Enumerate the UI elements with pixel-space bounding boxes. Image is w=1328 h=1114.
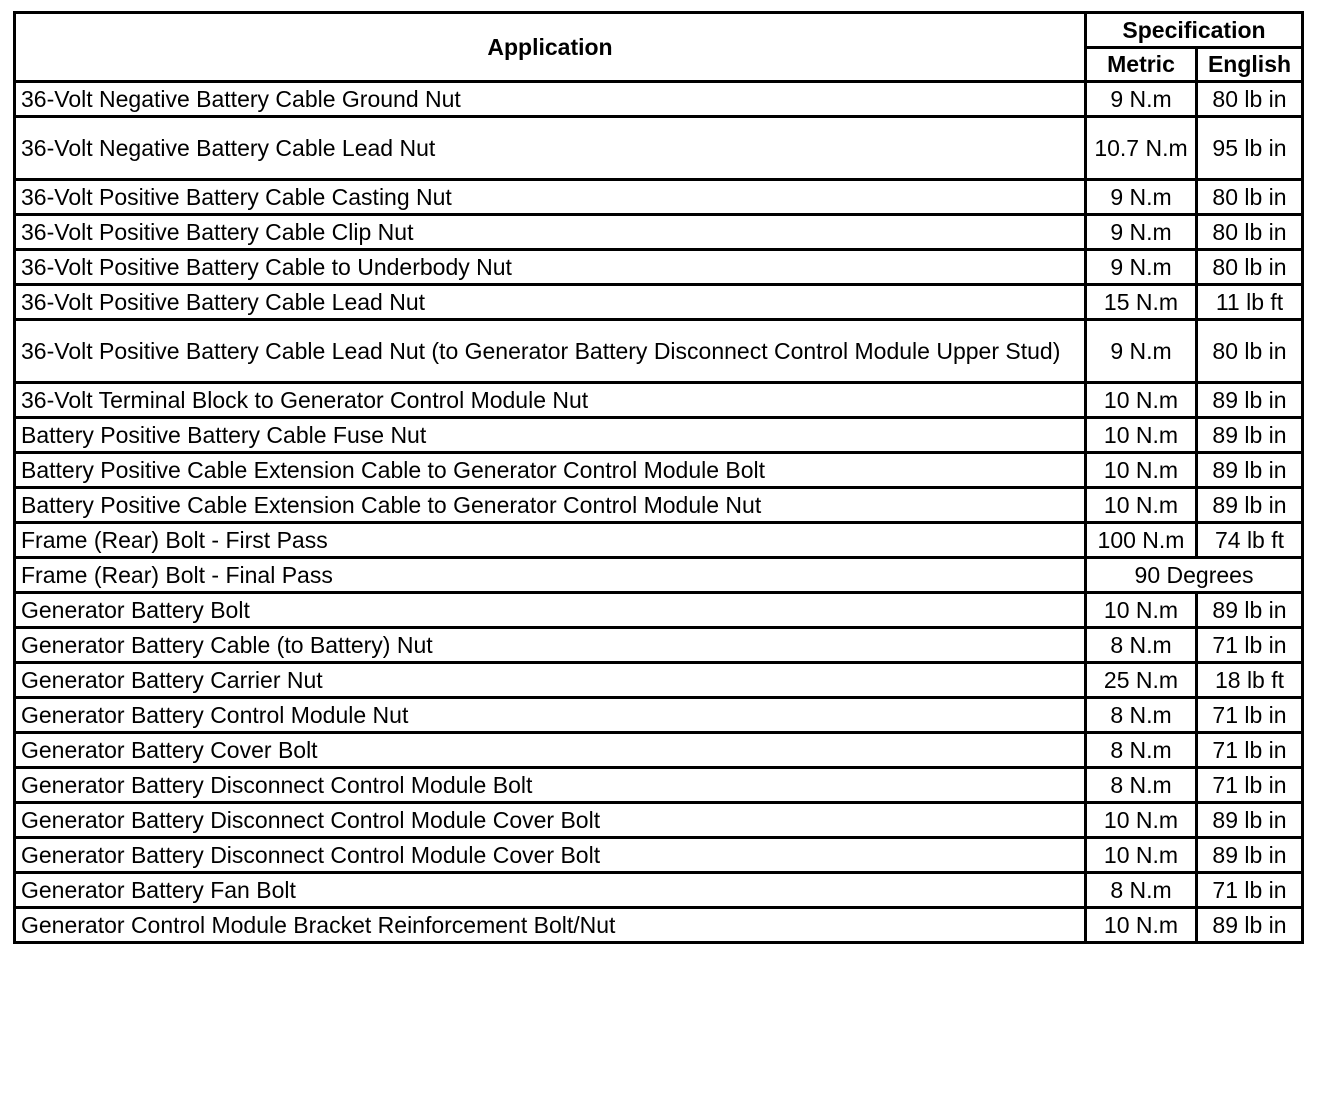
application-cell: 36-Volt Positive Battery Cable Clip Nut xyxy=(15,215,1086,250)
application-cell: Generator Control Module Bracket Reinforcement Bolt/Nut xyxy=(15,908,1086,943)
metric-cell: 9 N.m xyxy=(1086,215,1197,250)
metric-cell: 10 N.m xyxy=(1086,908,1197,943)
english-cell: 95 lb in xyxy=(1197,117,1303,180)
metric-cell: 10 N.m xyxy=(1086,593,1197,628)
table-row xyxy=(15,663,1303,698)
application-cell: Battery Positive Battery Cable Fuse Nut xyxy=(15,418,1086,453)
metric-cell: 8 N.m xyxy=(1086,768,1197,803)
english-cell: 71 lb in xyxy=(1197,768,1303,803)
metric-cell: 8 N.m xyxy=(1086,733,1197,768)
metric-cell: 25 N.m xyxy=(1086,663,1197,698)
table-row xyxy=(15,558,1303,593)
english-cell: 80 lb in xyxy=(1197,320,1303,383)
table-row xyxy=(15,803,1303,838)
metric-cell: 8 N.m xyxy=(1086,873,1197,908)
english-cell: 80 lb in xyxy=(1197,215,1303,250)
table-row xyxy=(15,908,1303,943)
table-row xyxy=(15,523,1303,558)
english-cell: 80 lb in xyxy=(1197,82,1303,117)
table-row xyxy=(15,733,1303,768)
application-cell: 36-Volt Negative Battery Cable Lead Nut xyxy=(15,117,1086,180)
english-cell: 71 lb in xyxy=(1197,698,1303,733)
application-cell: Generator Battery Cable (to Battery) Nut xyxy=(15,628,1086,663)
application-cell: 36-Volt Positive Battery Cable Casting Nut xyxy=(15,180,1086,215)
table-row xyxy=(15,250,1303,285)
metric-cell: 15 N.m xyxy=(1086,285,1197,320)
application-cell: Generator Battery Carrier Nut xyxy=(15,663,1086,698)
metric-cell: 10 N.m xyxy=(1086,838,1197,873)
application-cell: Generator Battery Disconnect Control Module Bolt xyxy=(15,768,1086,803)
english-cell: 80 lb in xyxy=(1197,180,1303,215)
english-cell: 89 lb in xyxy=(1197,908,1303,943)
metric-cell: 10 N.m xyxy=(1086,803,1197,838)
metric-cell: 8 N.m xyxy=(1086,698,1197,733)
table-row xyxy=(15,698,1303,733)
specification-header: Specification xyxy=(1086,13,1303,48)
application-cell: 36-Volt Positive Battery Cable Lead Nut (to Generator Battery Disconnect Control Module Upper Stud) xyxy=(15,320,1086,383)
table-row xyxy=(15,768,1303,803)
english-cell: 89 lb in xyxy=(1197,593,1303,628)
table-row xyxy=(15,418,1303,453)
english-cell: 89 lb in xyxy=(1197,453,1303,488)
metric-cell: 9 N.m xyxy=(1086,250,1197,285)
application-cell: Frame (Rear) Bolt - First Pass xyxy=(15,523,1086,558)
table-row xyxy=(15,180,1303,215)
metric-cell: 10 N.m xyxy=(1086,418,1197,453)
application-cell: Frame (Rear) Bolt - Final Pass xyxy=(15,558,1086,593)
english-cell: 11 lb ft xyxy=(1197,285,1303,320)
application-cell: 36-Volt Positive Battery Cable Lead Nut xyxy=(15,285,1086,320)
table-row xyxy=(15,82,1303,117)
english-cell: 71 lb in xyxy=(1197,628,1303,663)
metric-cell: 9 N.m xyxy=(1086,320,1197,383)
metric-cell: 10.7 N.m xyxy=(1086,117,1197,180)
english-header: English xyxy=(1197,48,1303,82)
english-cell: 89 lb in xyxy=(1197,383,1303,418)
table-row xyxy=(15,117,1303,180)
application-cell: Generator Battery Fan Bolt xyxy=(15,873,1086,908)
metric-cell: 100 N.m xyxy=(1086,523,1197,558)
english-cell: 89 lb in xyxy=(1197,488,1303,523)
metric-cell: 10 N.m xyxy=(1086,383,1197,418)
application-cell: 36-Volt Terminal Block to Generator Control Module Nut xyxy=(15,383,1086,418)
application-header: Application xyxy=(15,13,1086,82)
application-cell: Battery Positive Cable Extension Cable to Generator Control Module Bolt xyxy=(15,453,1086,488)
application-cell: Generator Battery Disconnect Control Module Cover Bolt xyxy=(15,803,1086,838)
metric-header: Metric xyxy=(1086,48,1197,82)
application-cell: Generator Battery Disconnect Control Module Cover Bolt xyxy=(15,838,1086,873)
table-row xyxy=(15,628,1303,663)
table-row xyxy=(15,320,1303,383)
english-cell: 18 lb ft xyxy=(1197,663,1303,698)
metric-cell: 9 N.m xyxy=(1086,82,1197,117)
application-cell: 36-Volt Positive Battery Cable to Underbody Nut xyxy=(15,250,1086,285)
table-row xyxy=(15,838,1303,873)
metric-cell: 10 N.m xyxy=(1086,488,1197,523)
application-cell: Generator Battery Cover Bolt xyxy=(15,733,1086,768)
table-row xyxy=(15,215,1303,250)
metric-cell: 10 N.m xyxy=(1086,453,1197,488)
application-cell: 36-Volt Negative Battery Cable Ground Nut xyxy=(15,82,1086,117)
application-cell: Generator Battery Bolt xyxy=(15,593,1086,628)
english-cell: 80 lb in xyxy=(1197,250,1303,285)
table-row xyxy=(15,873,1303,908)
combined-spec-cell: 90 Degrees xyxy=(1086,558,1303,593)
english-cell: 74 lb ft xyxy=(1197,523,1303,558)
table-row xyxy=(15,593,1303,628)
table-row xyxy=(15,453,1303,488)
metric-cell: 8 N.m xyxy=(1086,628,1197,663)
table-row xyxy=(15,285,1303,320)
fastener-specification-table xyxy=(13,11,1304,944)
english-cell: 89 lb in xyxy=(1197,803,1303,838)
application-cell: Battery Positive Cable Extension Cable to Generator Control Module Nut xyxy=(15,488,1086,523)
english-cell: 89 lb in xyxy=(1197,418,1303,453)
english-cell: 89 lb in xyxy=(1197,838,1303,873)
english-cell: 71 lb in xyxy=(1197,873,1303,908)
application-cell: Generator Battery Control Module Nut xyxy=(15,698,1086,733)
table-row xyxy=(15,383,1303,418)
table-row xyxy=(15,488,1303,523)
english-cell: 71 lb in xyxy=(1197,733,1303,768)
metric-cell: 9 N.m xyxy=(1086,180,1197,215)
